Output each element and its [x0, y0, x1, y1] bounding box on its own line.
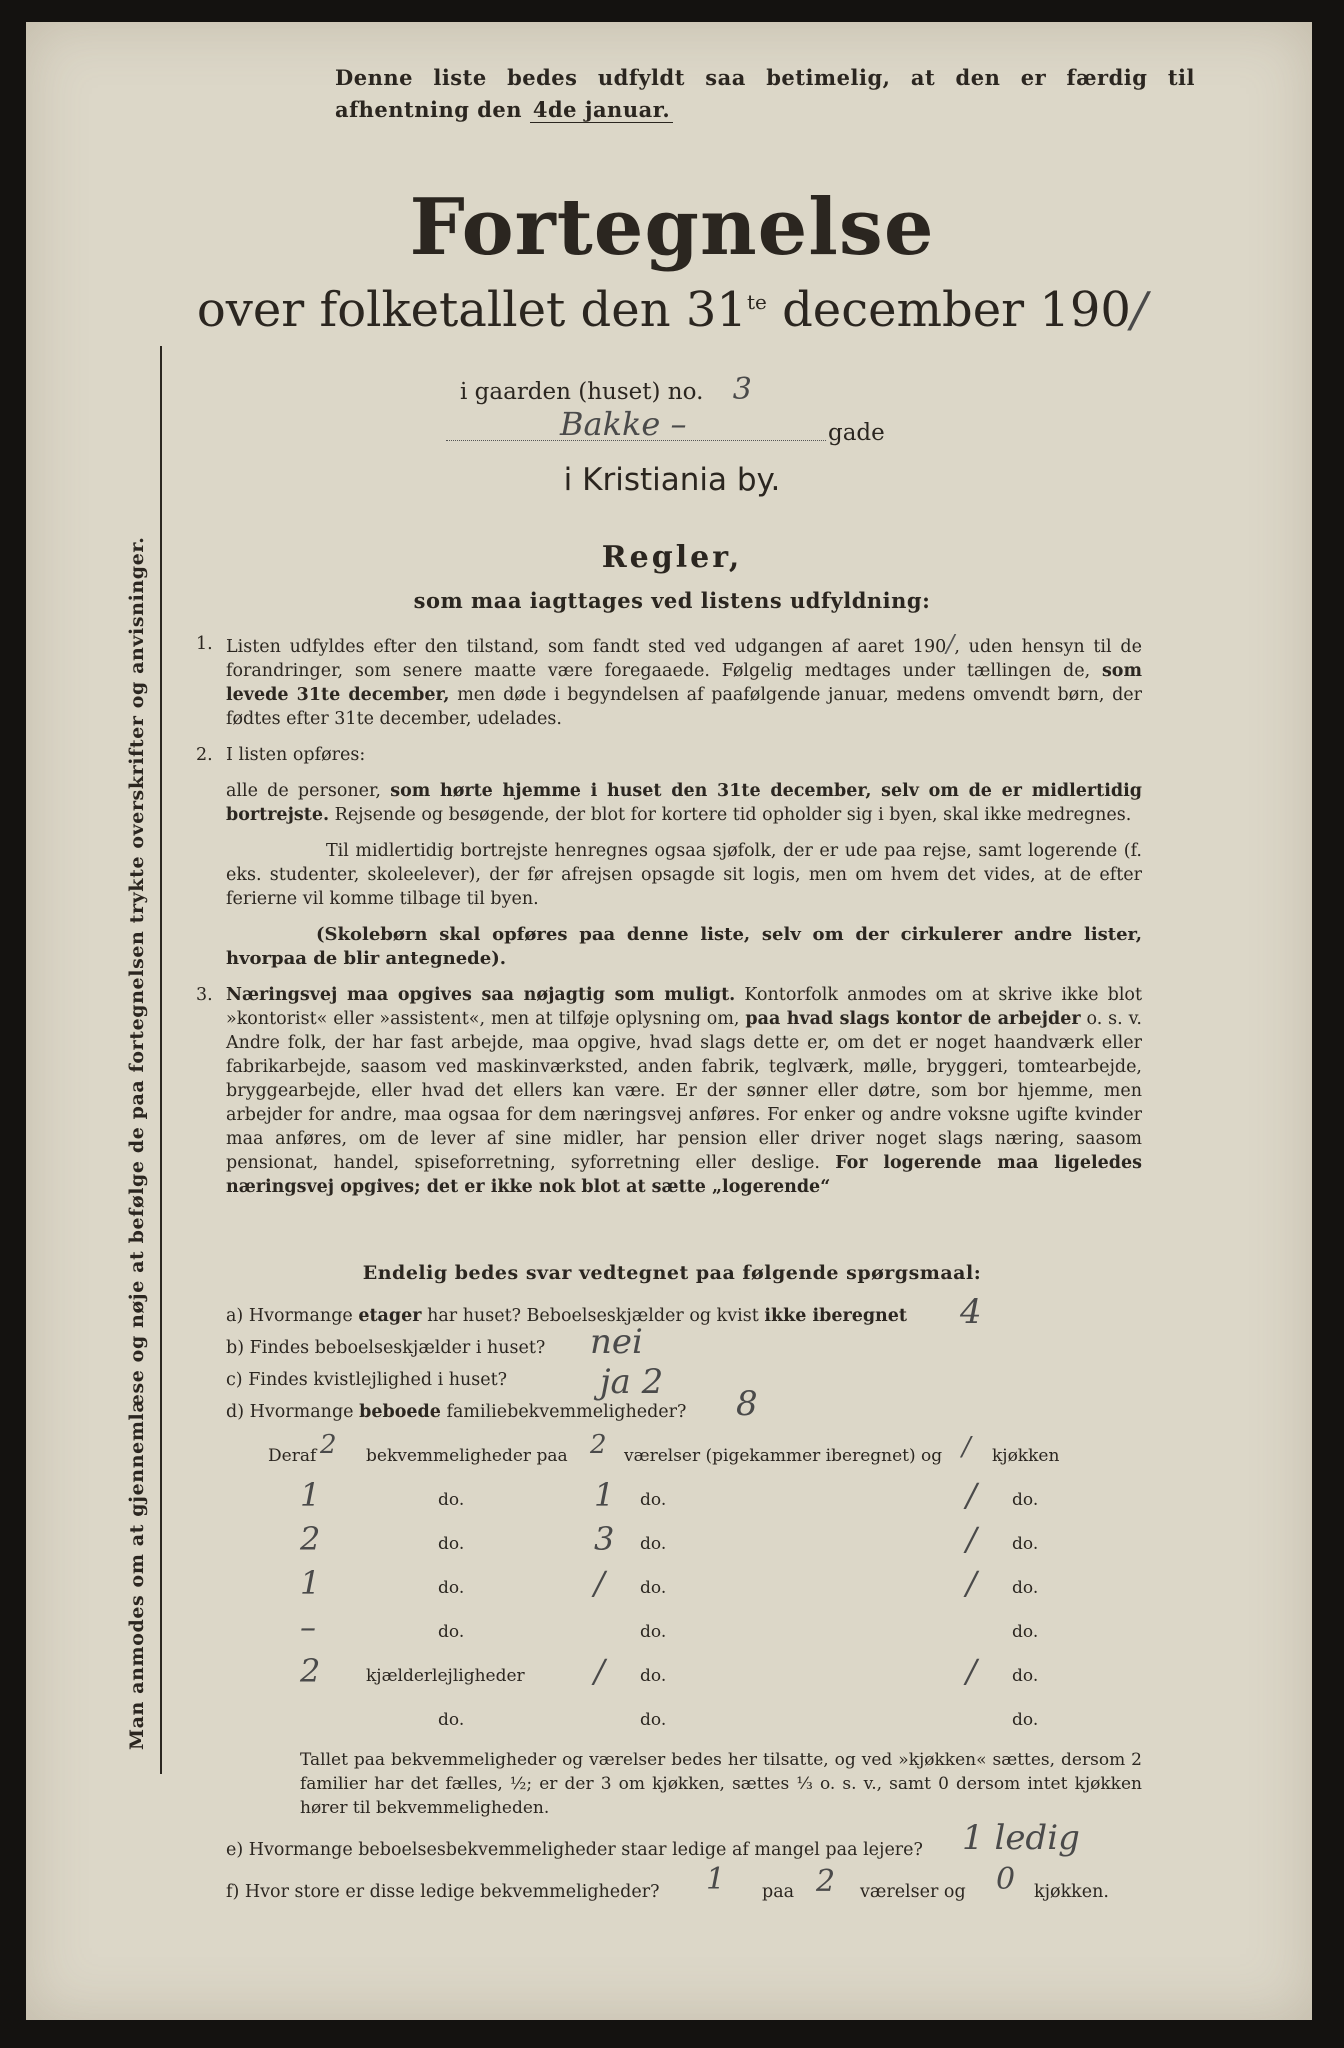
rule-3-bold-2: paa hvad slags kontor de arbejder: [745, 1009, 1081, 1029]
rule-2-para-2: Til midlertidig bortrejste henregnes ogsaa sjøfolk, der er ude paa rejse, samt logerende (f. eks. studenter, skoleelever), der før afrejsen opsagde sit logis, men om hvem det vides, at de efter ferierne vil komme tilbage til byen.: [226, 841, 1142, 909]
rule-3-text-b: o. s. v. Andre folk, der har fast arbejde, maa opgive, hvad slags dette er, om det er noget haandværk eller fabrikarbejde, saasom ved maskinværksted, anden fabrik, teglværk, mølle, bryggeri, tomtearbejde, bryggearbejde, eller hvad det ellers kan være. Er der sønner eller døtre, som bor hjemme, men arbejder for andre, maa ogsaa for dem næringsvej anføres. For enker og andre voksne ugifte kvinder maa anføres, om de lever af sine midler, har pension eller driver noget slags næring, saasom pensionat, handel, spiseforretning, syforretning eller deslige.: [226, 1009, 1142, 1173]
row-count-hand: –: [300, 1608, 316, 1646]
pickup-notice: [335, 62, 1195, 126]
question-a-bold-2: ikke iberegnet: [764, 1306, 908, 1326]
answer-a-handwritten: 4: [960, 1292, 982, 1332]
row-kjokken-label: do.: [1012, 1578, 1039, 1598]
question-f: [226, 1882, 659, 1902]
answer-f-rooms-count-hand: 1: [706, 1862, 726, 1897]
row-rooms-hand: 1: [594, 1476, 615, 1514]
rules-heading: Regler,: [601, 540, 743, 575]
question-d-text-pre: Hvormange: [249, 1402, 354, 1422]
handwritten-house-number: 3: [732, 372, 752, 407]
row-kjokken-label: do.: [1012, 1534, 1039, 1554]
question-c: [226, 1370, 507, 1390]
row-label: do.: [438, 1490, 465, 1510]
row-kjokken-label: do.: [1012, 1490, 1039, 1510]
row-vaerelser-label: do.: [640, 1622, 667, 1642]
row-kitchen-hand: /: [966, 1652, 977, 1690]
question-b-text: Findes beboelseskjælder i huset?: [249, 1338, 546, 1358]
handwritten-street-name: Bakke –: [560, 405, 687, 443]
table-header-vaer: værelser (pigekammer iberegnet) og: [624, 1446, 943, 1466]
question-label: a): [226, 1306, 244, 1326]
row-vaerelser-label: do.: [640, 1666, 667, 1686]
question-d-text-post: familiebekvemmeligheder?: [446, 1402, 687, 1422]
row-kjokken-label: do.: [1012, 1710, 1039, 1730]
row-vaerelser-label: do.: [640, 1578, 667, 1598]
rule-2: [196, 743, 1142, 971]
table-header-deraf-hand: 2: [320, 1430, 337, 1460]
answer-e-handwritten: 1 ledig: [962, 1818, 1080, 1858]
question-label: b): [226, 1338, 245, 1358]
rule-2-para-1: [226, 779, 1142, 827]
row-vaerelser-label: do.: [640, 1490, 667, 1510]
row-kjokken-label: do.: [1012, 1666, 1039, 1686]
rule-1-text-a: Listen udfyldes efter den tilstand, som fandt sted ved udgangen af aaret 190: [226, 637, 947, 657]
row-kitchen-hand: /: [966, 1564, 977, 1602]
questions-heading: Endelig bedes svar vedtegnet paa følgende spørgsmaal:: [362, 1262, 982, 1284]
subtitle-sup: te: [746, 290, 767, 314]
question-label: d): [226, 1402, 245, 1422]
notice-line-1: Denne liste bedes udfyldt saa betimelig, at den er færdig til: [335, 65, 1195, 90]
row-rooms-hand: 3: [594, 1520, 615, 1558]
table-header-kitchen-hand: /: [962, 1432, 971, 1462]
question-label: f): [226, 1882, 240, 1902]
rule-2-bold: som hørte hjemme i huset den 31te december, selv om de er midlertidig bortrejste.: [226, 781, 1142, 825]
rule-number: 1.: [196, 634, 213, 654]
form-subtitle: [0, 282, 1344, 338]
question-c-text: Findes kvistlejlighed i huset?: [248, 1370, 508, 1390]
row-count-hand: 1: [300, 1564, 321, 1602]
rule-2-text-c: Rejsende og besøgende, der blot for kortere tid opholder sig i byen, skal ikke medregnes.: [334, 805, 1132, 825]
row-kitchen-hand: /: [966, 1520, 977, 1558]
row-vaerelser-label: do.: [640, 1710, 667, 1730]
row-label: kjælderlejligheder: [366, 1666, 525, 1686]
notice-pickup-date: 4de januar.: [530, 97, 673, 123]
answer-f-rooms-hand: 2: [816, 1864, 836, 1899]
question-e: [226, 1840, 923, 1860]
row-rooms-hand: /: [594, 1564, 605, 1602]
house-number-label: i gaarden (huset) no.: [460, 379, 704, 405]
rule-number: 2.: [196, 745, 213, 765]
row-label: do.: [438, 1622, 465, 1642]
row-rooms-hand: /: [594, 1652, 605, 1690]
rules-list: [196, 632, 1142, 1211]
table-header-rooms-hand: 2: [590, 1430, 607, 1460]
rule-1-bold: som levede 31te december,: [226, 661, 1142, 705]
rule-3-text-a: Kontorfolk anmodes om at skrive ikke blot »kontorist« eller »assistent«, men at tilføje oplysning om,: [226, 985, 1142, 1029]
house-number-line: [460, 372, 752, 407]
table-note-text: Tallet paa bekvemmeligheder og værelser bedes her tilsatte, og ved »kjøkken« sættes, dersom 2 familier har det fælles, ½; er der 3 om kjøkken, sættes ⅓ o. s. v., samt 0 dersom intet kjøkken hører til bekvemmeligheden.: [300, 1750, 1142, 1818]
question-label: c): [226, 1370, 243, 1390]
question-label: e): [226, 1840, 244, 1860]
rule-1-text-c: men døde i begyndelsen af paafølgende januar, medens omvendt børn, der fødtes efter 31te december, udelades.: [226, 685, 1142, 729]
question-f-paa: paa: [762, 1882, 795, 1902]
question-f-kjokken: kjøkken.: [1034, 1882, 1109, 1902]
question-d-bold: beboede: [359, 1402, 441, 1422]
question-a: [226, 1306, 907, 1326]
notice-line-2-prefix: afhentning den: [335, 97, 523, 122]
table-header-kjokken: kjøkken: [992, 1446, 1060, 1466]
rule-2-school-note: (Skolebørn skal opføres paa denne liste, selv om der cirkulerer andre lister, hvorpaa de blir antegnede).: [226, 924, 1142, 969]
rule-1-hand-year: /: [946, 630, 955, 658]
row-label: do.: [438, 1710, 465, 1730]
handwritten-year: /: [1130, 282, 1148, 338]
side-instruction: Man anmodes om at gjennemlæse og nøje at befølge de paa fortegnelsen trykte overskrifter og anvisninger.: [126, 536, 148, 1750]
row-kitchen-hand: /: [966, 1476, 977, 1514]
rule-3: [196, 983, 1142, 1199]
question-d: [226, 1402, 686, 1422]
answer-d-handwritten: 8: [736, 1384, 758, 1424]
city-line: i Kristiania by.: [563, 462, 781, 498]
row-label: do.: [438, 1578, 465, 1598]
rule-1: [196, 632, 1142, 731]
table-note: [300, 1748, 1142, 1820]
rules-subheading: som maa iagttages ved listens udfyldning:: [413, 588, 931, 613]
row-count-hand: 2: [300, 1652, 321, 1690]
question-f-text: Hvor store er disse ledige bekvemmeligheder?: [244, 1882, 660, 1902]
question-a-bold: etager: [358, 1306, 422, 1326]
row-vaerelser-label: do.: [640, 1534, 667, 1554]
street-suffix-label: gade: [828, 420, 885, 446]
answer-f-kitchen-hand: 0: [996, 1862, 1016, 1897]
question-a-text-pre: Hvormange: [248, 1306, 353, 1326]
rule-2-intro: I listen opføres:: [226, 745, 366, 765]
rule-1-text-b: , uden hensyn til de forandringer, som senere maatte være foregaaede. Følgelig medtages under tællingen de,: [226, 637, 1142, 681]
rule-3-bold-3: For logerende maa ligeledes næringsvej opgives; det er ikke nok blot at sætte „logerende“: [226, 1153, 1142, 1197]
answer-b-handwritten: nei: [590, 1322, 643, 1362]
form-title: Fortegnelse: [409, 182, 935, 273]
row-count-hand: 2: [300, 1520, 321, 1558]
question-e-text: Hvormange beboelsesbekvemmeligheder staar ledige af mangel paa lejere?: [248, 1840, 923, 1860]
rule-2-text-a: alle de personer,: [226, 781, 382, 801]
answer-c-handwritten: ja 2: [600, 1362, 664, 1402]
rule-number: 3.: [196, 985, 213, 1005]
question-f-vaer: værelser og: [860, 1882, 966, 1902]
question-a-text-mid: har huset? Beboelseskjælder og kvist: [427, 1306, 759, 1326]
row-label: do.: [438, 1534, 465, 1554]
side-rule-line: [160, 346, 162, 1774]
row-kjokken-label: do.: [1012, 1622, 1039, 1642]
table-header-bekv: bekvemmeligheder paa: [366, 1446, 568, 1466]
row-count-hand: 1: [300, 1476, 321, 1514]
subtitle-suffix: december 190: [782, 282, 1131, 338]
table-header-deraf: Deraf: [268, 1446, 317, 1466]
subtitle-prefix: over folketallet den 31: [196, 282, 747, 338]
question-b: [226, 1338, 545, 1358]
rule-3-bold-1: Næringsvej maa opgives saa nøjagtig som muligt.: [226, 985, 736, 1005]
